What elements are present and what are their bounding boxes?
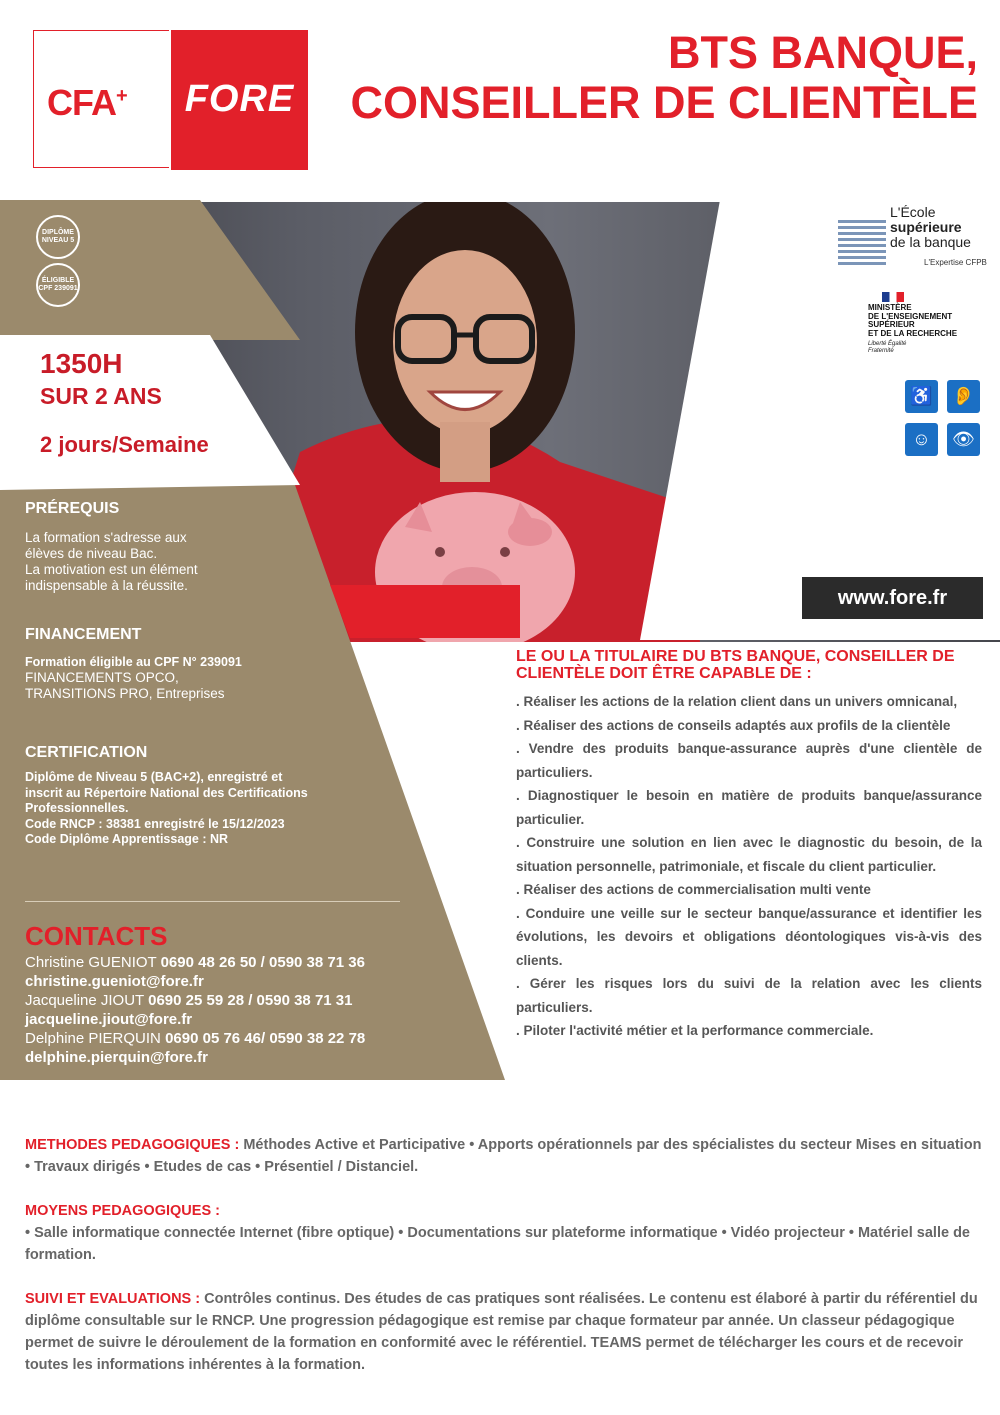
ecole-name bbox=[890, 205, 971, 250]
certification-line: Professionnelles. bbox=[25, 801, 129, 815]
financement-section bbox=[25, 626, 345, 702]
title-line-2: CONSEILLER DE CLIENTÈLE bbox=[350, 77, 978, 128]
moyens-section bbox=[25, 1200, 985, 1266]
suivi-section bbox=[25, 1288, 985, 1376]
certification-line: Code RNCP : 38381 enregistré le 15/12/2023 bbox=[25, 816, 285, 831]
diplome-badge-text: DIPLÔME NIVEAU 5 bbox=[41, 229, 75, 244]
financement-line: FINANCEMENTS OPCO, bbox=[25, 670, 179, 685]
skill-item: . Vendre des produits banque-assurance auprès d'une clientèle de particuliers. bbox=[516, 741, 982, 780]
logo-fore-text: FORE bbox=[184, 78, 295, 120]
ecole-superieure-logo bbox=[838, 203, 988, 268]
skill-item: . Conduire une veille sur le secteur banque/assurance et identifier les évolutions, les devoirs et obligations déontologiques vis-à-vis des clients. bbox=[516, 905, 982, 968]
prerequis-section bbox=[25, 500, 285, 594]
contact-row bbox=[25, 1029, 365, 1048]
skill-item: . Gérer les risques lors du suivi de la relation avec les clients particuliers. bbox=[516, 976, 982, 1015]
moyens-label: MOYENS PEDAGOGIQUES : bbox=[25, 1203, 220, 1219]
ministere-motto: Liberté Égalité Fraternité bbox=[868, 341, 907, 354]
certification-line: inscrit au Répertoire National des Certifications bbox=[25, 785, 308, 800]
ecole-tagline: L'Expertise CFPB bbox=[924, 258, 987, 267]
wheelchair-icon: ♿ bbox=[905, 380, 938, 413]
contact-email[interactable] bbox=[25, 972, 365, 991]
contact-phones[interactable]: 0690 05 76 46/ 0590 38 22 78 bbox=[165, 1030, 366, 1047]
methodes-text: Méthodes Active et Participative • Apports opérationnels par des spécialistes du secteur Mises en situation • Travaux dirigés • Etudes de cas • Présentiel / Distanciel. bbox=[25, 1137, 982, 1175]
contact-name: Christine GUENIOT bbox=[25, 954, 161, 971]
diplome-badge bbox=[36, 215, 80, 259]
ecole-line: L'École bbox=[890, 204, 936, 220]
skills-list bbox=[516, 690, 982, 1043]
prerequis-title: PRÉREQUIS bbox=[25, 500, 120, 517]
contact-name: Delphine PIERQUIN bbox=[25, 1030, 166, 1047]
duration-block bbox=[40, 348, 162, 412]
skill-item: . Réaliser des actions de conseils adaptés aux profils de la clientèle bbox=[516, 717, 951, 733]
financement-title: FINANCEMENT bbox=[25, 626, 142, 643]
contacts-list bbox=[25, 953, 365, 1067]
mental-icon: ☺ bbox=[905, 423, 938, 456]
certification-line: Diplôme de Niveau 5 (BAC+2), enregistré et bbox=[25, 770, 283, 784]
suivi-label: SUIVI ET EVALUATIONS : bbox=[25, 1291, 205, 1307]
skill-item: . Diagnostiquer le besoin en matière de produits banque/assurance particulier. bbox=[516, 788, 982, 827]
cpf-badge-text: ÉLIGIBLE CPF 239091 bbox=[38, 277, 78, 292]
visual-icon: 👁 bbox=[947, 423, 980, 456]
website-link[interactable]: www.fore.fr bbox=[800, 575, 985, 621]
hours-value: 1350H bbox=[40, 348, 123, 379]
moyens-text: • Salle informatique connectée Internet (fibre optique) • Documentations sur plateforme informatique • Vidéo projecteur • Matériel salle de formation. bbox=[25, 1225, 970, 1263]
hearing-icon: 👂 bbox=[947, 380, 980, 413]
ministere-line: ET DE LA RECHERCHE bbox=[868, 328, 958, 338]
contact-row bbox=[25, 991, 365, 1010]
financement-cpf: Formation éligible au CPF N° 239091 bbox=[25, 655, 242, 669]
prerequis-line: La motivation est un élément bbox=[25, 562, 198, 577]
skill-item: . Construire une solution en lien avec le diagnostic du besoin, de la situation personnelle, patrimoniale, et fiscale du client particulier. bbox=[516, 835, 982, 874]
ministere-line: MINISTÈRE bbox=[868, 303, 912, 312]
suivi-text: Contrôles continus. Des études de cas pratiques sont réalisées. Le contenu est élaboré à partir du référentiel du diplôme consultable sur le RNCP. Une progression pédagogique est remise par chaque formateur par année. Un classeur pédagogique permet de suivre le déroulement de la formation en conformité avec le référentiel. TEAMS permet de télécharger les cours et de recevoir toutes les informations inhérentes à la formation. bbox=[25, 1291, 978, 1373]
french-flag-icon bbox=[882, 292, 904, 302]
certification-title: CERTIFICATION bbox=[25, 744, 148, 761]
rhythm-value: 2 jours/Semaine bbox=[40, 432, 209, 457]
contacts-title: CONTACTS bbox=[25, 921, 168, 951]
certification-text bbox=[25, 770, 395, 848]
ecole-stripes-icon bbox=[838, 217, 886, 265]
logo-cfa-label: CFA bbox=[47, 82, 116, 123]
contact-email-text[interactable]: christine.gueniot@fore.fr bbox=[25, 973, 204, 990]
prerequis-line: élèves de niveau Bac. bbox=[25, 546, 158, 561]
logo-cfa-text bbox=[47, 82, 127, 124]
contact-row bbox=[25, 953, 365, 972]
years-value: SUR 2 ANS bbox=[40, 383, 162, 409]
contact-name: Jacqueline JIOUT bbox=[25, 992, 149, 1009]
cpf-badge bbox=[36, 263, 80, 307]
prerequis-line: La formation s'adresse aux bbox=[25, 530, 187, 545]
prerequis-line: indispensable à la réussite. bbox=[25, 578, 188, 593]
contact-email[interactable] bbox=[25, 1010, 365, 1029]
skill-item: . Piloter l'activité métier et la performance commerciale. bbox=[516, 1023, 874, 1038]
certification-line: Code Diplôme Apprentissage : NR bbox=[25, 832, 229, 846]
title-line-1: BTS BANQUE, bbox=[667, 27, 978, 78]
methodes-label: METHODES PEDAGOGIQUES : bbox=[25, 1137, 244, 1153]
skills-title: LE OU LA TITULAIRE DU BTS BANQUE, CONSEILLER DE CLIENTÈLE DOIT ÊTRE CAPABLE DE : bbox=[516, 648, 955, 682]
page-title bbox=[350, 28, 978, 128]
certification-section bbox=[25, 744, 395, 848]
contact-phones[interactable]: 0690 25 59 28 / 0590 38 71 31 bbox=[148, 992, 353, 1009]
skill-item: . Réaliser les actions de la relation client dans un univers omnicanal, bbox=[516, 694, 958, 709]
contact-email-text[interactable]: delphine.pierquin@fore.fr bbox=[25, 1049, 208, 1066]
financement-line: TRANSITIONS PRO, Entreprises bbox=[25, 686, 225, 701]
prerequis-text bbox=[25, 530, 285, 594]
logo-red-block bbox=[171, 30, 308, 170]
logo-plus: + bbox=[116, 85, 127, 107]
methodes-section bbox=[25, 1134, 985, 1178]
skill-item: . Réaliser des actions de commercialisation multi vente bbox=[516, 882, 871, 897]
ministere-line: DE L'ENSEIGNEMENT bbox=[868, 311, 953, 321]
ministere-line: SUPÉRIEUR bbox=[868, 320, 915, 329]
ministere-text bbox=[868, 304, 983, 338]
contact-phones[interactable]: 0690 48 26 50 / 0590 38 71 36 bbox=[160, 954, 365, 971]
ecole-line: de la banque bbox=[890, 234, 971, 250]
ministere-logo bbox=[868, 292, 983, 355]
ecole-line: supérieure bbox=[890, 219, 962, 235]
cfa-fore-logo bbox=[33, 30, 308, 170]
contacts-divider bbox=[25, 901, 400, 902]
contact-email[interactable] bbox=[25, 1048, 365, 1067]
contact-email-text[interactable]: jacqueline.jiout@fore.fr bbox=[25, 1011, 193, 1028]
